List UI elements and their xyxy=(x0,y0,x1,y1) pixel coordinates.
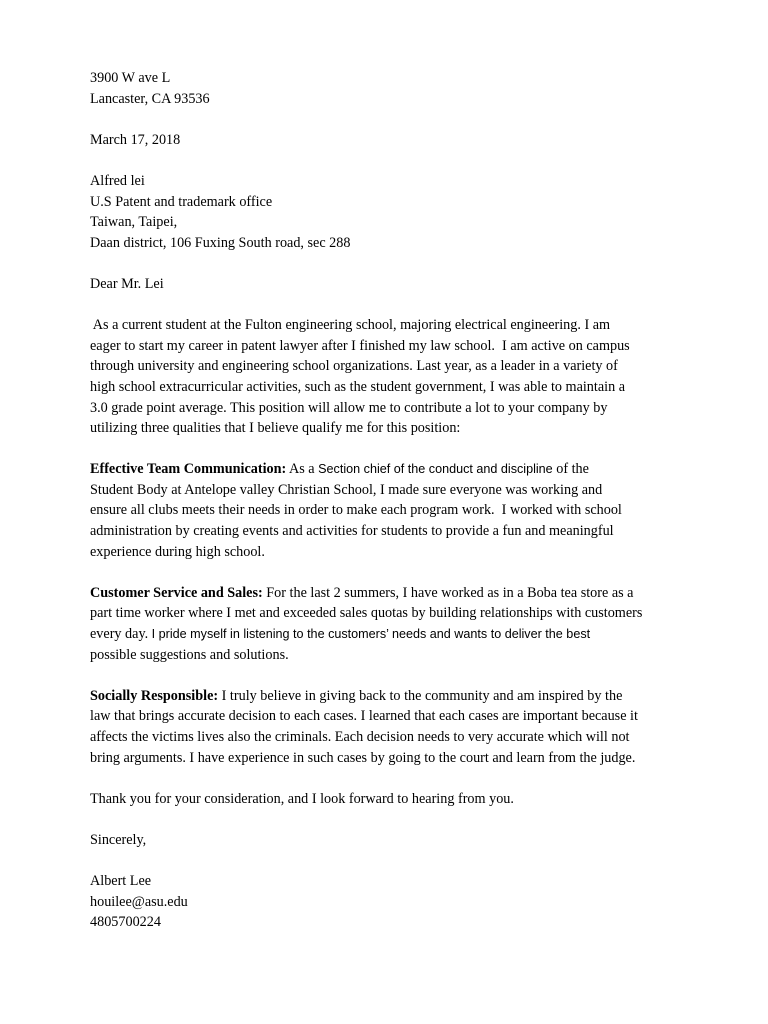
social-line: bring arguments. I have experience in such cases by going to the court and learn from the judge. xyxy=(90,749,636,766)
intro-line: 3.0 grade point average. This position will allow me to contribute a lot to your company by xyxy=(90,399,608,416)
team-tail: of the xyxy=(552,461,589,478)
social-line: law that brings accurate decision to each cases. I learned that each cases are important because it xyxy=(90,708,638,725)
intro-line: through university and engineering school organizations. Last year, as a leader in a variety of xyxy=(90,358,618,375)
recipient-city: Taiwan, Taipei, xyxy=(90,214,178,231)
social-first-line xyxy=(90,686,690,707)
salutation: Dear Mr. Lei xyxy=(90,275,164,292)
sales-first-tail: For the last 2 summers, I have worked as in a Boba tea store as a xyxy=(262,584,634,601)
team-communication-paragraph xyxy=(90,459,690,562)
intro-paragraph xyxy=(90,315,690,439)
closing-line: Thank you for your consideration, and I look forward to hearing from you. xyxy=(90,790,514,807)
team-line: experience during high school. xyxy=(90,543,265,560)
social-heading: Socially Responsible: xyxy=(90,687,219,704)
team-first-line xyxy=(90,459,690,480)
recipient-name: Alfred lei xyxy=(90,172,145,189)
letter-page xyxy=(90,68,690,933)
sales-line3-a: every day. xyxy=(90,626,149,643)
team-line: administration by creating events and activities for students to provide a fun and meaningful xyxy=(90,523,614,540)
sales-line: possible suggestions and solutions. xyxy=(90,646,289,663)
sender-address xyxy=(90,68,690,109)
sales-first-line xyxy=(90,583,690,604)
sender-street: 3900 W ave L xyxy=(90,70,171,86)
signature-name: Albert Lee xyxy=(90,873,152,890)
sales-line: part time worker where I met and exceeded sales quotas by building relationships with customers xyxy=(90,605,643,622)
team-lead: As a xyxy=(286,461,319,478)
intro-line: utilizing three qualities that I believe qualify me for this position: xyxy=(90,420,461,437)
social-first-tail: I truly believe in giving back to the community and am inspired by the xyxy=(218,687,623,704)
intro-line: high school extracurricular activities, such as the student government, I was able to maintain a xyxy=(90,378,626,395)
signature-email: houilee@asu.edu xyxy=(90,893,188,910)
intro-line: eager to start my career in patent lawyer after I finished my law school. I am active on campus xyxy=(90,337,630,354)
team-line: ensure all clubs meets their needs in order to make each program work. I worked with school xyxy=(90,502,622,519)
recipient-address xyxy=(90,171,690,253)
sender-city: Lancaster, CA 93536 xyxy=(90,90,210,107)
sales-heading: Customer Service and Sales: xyxy=(90,584,263,601)
signature-phone: 4805700224 xyxy=(90,914,161,931)
team-heading: Effective Team Communication: xyxy=(90,461,287,478)
team-line: Student Body at Antelope valley Christian School, I made sure everyone was working and xyxy=(90,481,603,498)
customer-service-paragraph xyxy=(90,583,690,665)
sales-line3-b: I pride myself in listening to the customers’ needs and wants to deliver the best xyxy=(148,627,591,642)
recipient-org: U.S Patent and trademark office xyxy=(90,193,273,210)
intro-line: As a current student at the Fulton engineering school, majoring electrical engineering. I am xyxy=(90,317,611,334)
team-role: Section chief of the conduct and discipline xyxy=(318,462,553,477)
signature-block xyxy=(90,871,690,933)
letter-date: March 17, 2018 xyxy=(90,131,181,148)
socially-responsible-paragraph xyxy=(90,686,690,768)
recipient-street: Daan district, 106 Fuxing South road, sec 288 xyxy=(90,234,351,251)
sales-line-mixed xyxy=(90,624,690,645)
signoff: Sincerely, xyxy=(90,831,147,848)
social-line: affects the victims lives also the criminals. Each decision needs to very accurate which will not xyxy=(90,729,630,745)
